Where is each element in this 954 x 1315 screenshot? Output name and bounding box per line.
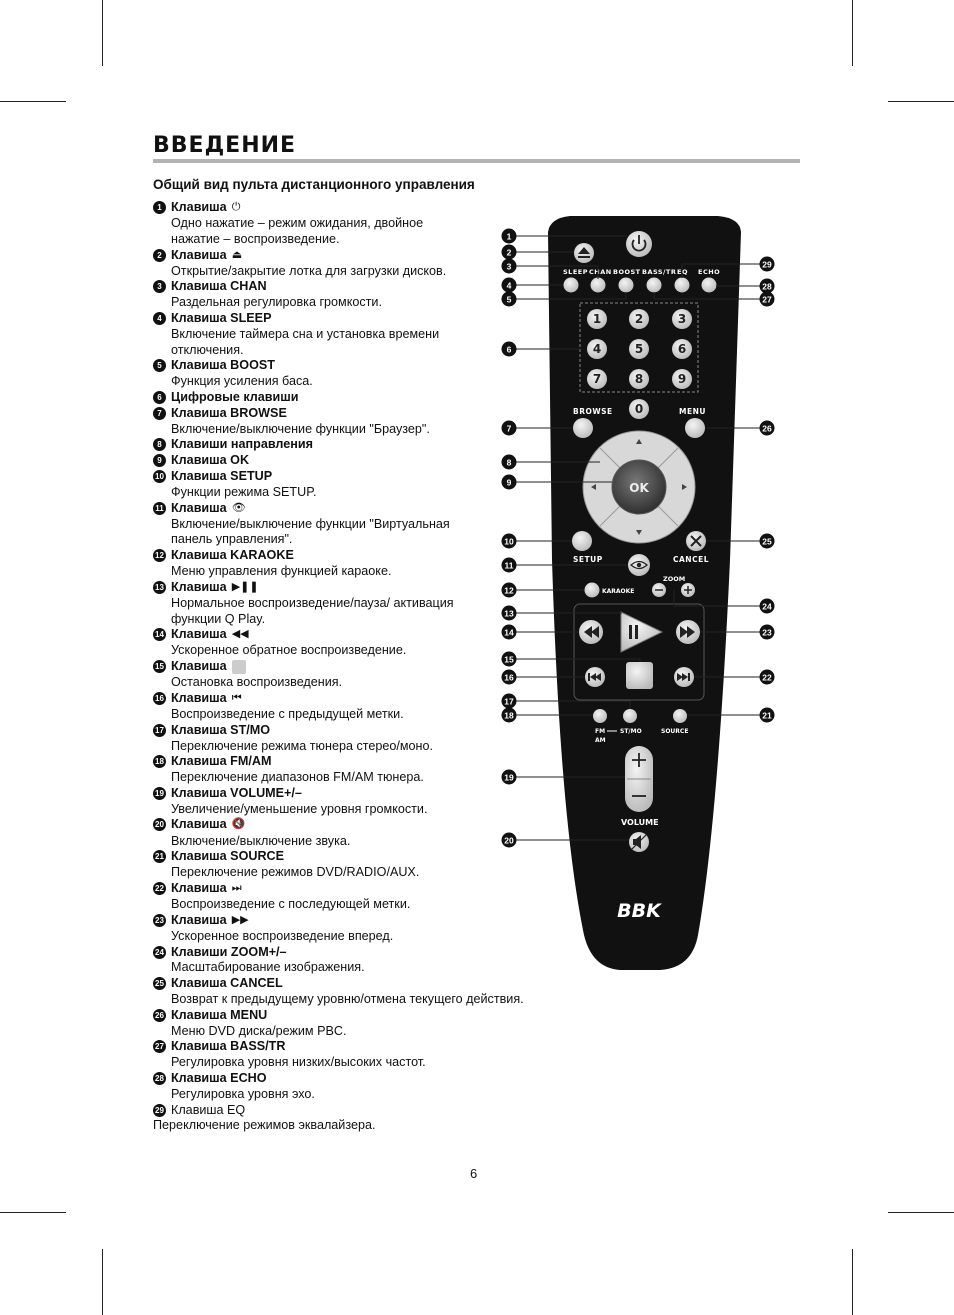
st-mo-button xyxy=(623,709,637,723)
label-fm: FM xyxy=(595,728,606,735)
item-name: Клавиша xyxy=(171,247,227,262)
boost-button xyxy=(619,278,634,293)
item-number-badge: 26 xyxy=(153,1009,166,1022)
item-number-badge: 16 xyxy=(153,692,166,705)
item-description: Переключение диапазонов FM/AM тюнера. xyxy=(171,770,424,785)
callout-number: 18 xyxy=(504,710,514,721)
item-number-badge: 2 xyxy=(153,249,166,262)
callout-number: 13 xyxy=(504,608,514,619)
item-description: Включение/выключение звука. xyxy=(171,833,351,848)
item-description: Включение/выключение функции "Браузер". xyxy=(171,421,430,436)
item-name: Клавиша MENU xyxy=(171,1007,268,1022)
callout-number: 19 xyxy=(504,772,514,783)
item-description: Включение/выключение функции "Виртуальная панель управления". xyxy=(171,516,450,547)
label-chan: CHAN xyxy=(589,268,612,276)
item-description: Воспроизведение с предыдущей метки. xyxy=(171,706,404,721)
item-name: Клавиша xyxy=(171,200,227,215)
item-description: Ускоренное воспроизведение вперед. xyxy=(171,928,394,943)
digit-label: 5 xyxy=(634,342,644,356)
callout-number: 2 xyxy=(506,247,512,258)
item-number-badge: 7 xyxy=(153,407,166,420)
item-number-badge: 12 xyxy=(153,549,166,562)
item-description: Возврат к предыдущему уровню/отмена текущего действия. xyxy=(171,991,524,1006)
item-name: Цифровые клавиши xyxy=(171,390,299,405)
item-number-badge: 19 xyxy=(153,787,166,800)
item-name: Клавиша xyxy=(171,881,227,896)
item-description: Функции режима SETUP. xyxy=(171,484,317,499)
item-description: Регулировка уровня эхо. xyxy=(171,1086,315,1101)
browse-button xyxy=(573,418,593,438)
item-number-badge: 25 xyxy=(153,977,166,990)
item-name: Клавиша xyxy=(171,659,227,674)
item-description: Масштабирование изображения. xyxy=(171,960,365,975)
item-number-badge: 13 xyxy=(153,581,166,594)
mute-icon: 🔇 xyxy=(231,818,246,831)
label-browse: BROWSE xyxy=(573,407,613,416)
item-description: Раздельная регулировка громкости. xyxy=(171,295,382,310)
item-description: Увеличение/уменьшение уровня громкости. xyxy=(171,801,428,816)
item-description: Меню DVD диска/режим PBC. xyxy=(171,1023,347,1038)
item-name: Клавиши направления xyxy=(171,437,313,452)
item-description: Нормальное воспроизведение/пауза/ активация функции Q Play. xyxy=(171,595,454,626)
callout-number: 26 xyxy=(762,423,772,434)
callout-number: 5 xyxy=(506,294,512,305)
label-menu: MENU xyxy=(679,407,706,416)
digit-label: 1 xyxy=(592,312,602,326)
bass-button xyxy=(647,278,662,293)
item-number-badge: 21 xyxy=(153,850,166,863)
item-number-badge: 1 xyxy=(153,201,166,214)
item-name: Клавиша FM/AM xyxy=(171,754,272,769)
callout-number: 6 xyxy=(506,344,512,355)
item-number-badge: 10 xyxy=(153,470,166,483)
prev-icon: ⏮ xyxy=(231,691,242,704)
eye-icon: 👁 xyxy=(231,501,246,514)
item-number-badge: 9 xyxy=(153,454,166,467)
item-number-badge: 24 xyxy=(153,946,166,959)
fast-forward-icon: ▶▶ xyxy=(231,913,249,926)
item-description: Переключение режима тюнера стерео/моно. xyxy=(171,738,434,753)
digit-label: 7 xyxy=(592,372,602,386)
echo-button xyxy=(702,278,717,293)
label-stmo: ST/MO xyxy=(620,728,642,735)
next-icon: ⏭ xyxy=(231,881,242,894)
callout-number: 10 xyxy=(504,536,514,547)
callout-number: 11 xyxy=(504,560,514,571)
item-name: Клавиша xyxy=(171,627,227,642)
item-number-badge: 22 xyxy=(153,882,166,895)
callout-number: 22 xyxy=(762,672,772,683)
callout-number: 9 xyxy=(506,477,512,488)
item-number-badge: 14 xyxy=(153,628,166,641)
digit-label: 6 xyxy=(677,342,687,356)
page-number: 6 xyxy=(470,1166,478,1181)
callout-number: 7 xyxy=(506,423,512,434)
item-name: Клавиша OK xyxy=(171,453,250,468)
label-bass: BASS/TR xyxy=(642,268,677,276)
label-am: AM xyxy=(595,737,606,744)
item-name: Клавиша xyxy=(171,817,227,832)
label-sleep: SLEEP xyxy=(563,268,588,276)
eq-button xyxy=(675,278,690,293)
remote-body xyxy=(548,216,741,970)
eject-icon: ⏏ xyxy=(231,248,243,261)
item-name: Клавиша xyxy=(171,691,227,706)
power-icon: ⏻ xyxy=(231,201,241,213)
item-name: Клавиша xyxy=(171,500,227,515)
label-eq: EQ xyxy=(677,268,688,276)
callout-number: 8 xyxy=(506,457,512,468)
item-name: Клавиша xyxy=(171,580,227,595)
item-name: Клавиша BASS/TR xyxy=(171,1039,286,1054)
source-button xyxy=(673,709,687,723)
item-name: Клавиши ZOOM+/– xyxy=(171,944,287,959)
callout-number: 14 xyxy=(504,627,514,638)
item-number-badge: 3 xyxy=(153,280,166,293)
callout-number: 23 xyxy=(762,627,772,638)
label-boost: BOOST xyxy=(613,268,641,276)
item-number-badge: 4 xyxy=(153,312,166,325)
item-name: Клавиша VOLUME+/– xyxy=(171,785,302,800)
callout-number: 17 xyxy=(504,696,514,707)
item-name: Клавиша KARAOKE xyxy=(171,548,294,563)
item-description: Регулировка уровня низких/высоких частот. xyxy=(171,1055,426,1070)
callout-number: 29 xyxy=(762,259,772,270)
setup-button xyxy=(572,531,592,551)
label-karaoke: KARAOKE xyxy=(602,588,635,595)
callout-number: 25 xyxy=(762,536,772,547)
item-number-badge: 15 xyxy=(153,660,166,673)
item-description: Включение таймера сна и установка времени отключения. xyxy=(171,326,440,357)
rewind-icon: ◀◀ xyxy=(231,628,249,641)
item-number-badge: 27 xyxy=(153,1040,166,1053)
item-name: Клавиша BROWSE xyxy=(171,405,287,420)
digit-label: 4 xyxy=(592,342,602,356)
callout-number: 28 xyxy=(762,281,772,292)
item-description: Ускоренное обратное воспроизведение. xyxy=(171,643,407,658)
chan-button xyxy=(591,278,606,293)
item-name: Клавиша CHAN xyxy=(171,279,267,294)
digit-label: 2 xyxy=(634,312,644,326)
digit-label: 3 xyxy=(677,312,687,326)
callout-number: 15 xyxy=(504,654,514,665)
callout-number: 4 xyxy=(506,280,512,291)
item-description: Воспроизведение с последующей метки. xyxy=(171,896,411,911)
item-description: Открытие/закрытие лотка для загрузки дисков. xyxy=(171,263,447,278)
item-number-badge: 23 xyxy=(153,914,166,927)
label-cancel: CANCEL xyxy=(673,555,709,564)
callout-number: 16 xyxy=(504,672,514,683)
label-echo: ECHO xyxy=(698,268,721,276)
callout-number: 21 xyxy=(762,710,772,721)
item-name: Клавиша SLEEP xyxy=(171,311,272,326)
item-description: Меню управления функцией караоке. xyxy=(171,564,392,579)
item-name: Клавиша xyxy=(171,912,227,927)
item-name: Клавиша EQ xyxy=(171,1102,246,1117)
item-description: Переключение режимов эквалайзера. xyxy=(153,1118,376,1133)
item-number-badge: 11 xyxy=(153,502,166,515)
label-setup: SETUP xyxy=(573,555,603,564)
brand-logo: BBK xyxy=(617,900,661,922)
label-ok: OK xyxy=(629,481,649,495)
fm-am-button xyxy=(593,709,607,723)
item-name: Клавиша SOURCE xyxy=(171,849,285,864)
karaoke-button xyxy=(585,583,600,598)
callout-number: 24 xyxy=(762,601,772,612)
label-zoom: ZOOM xyxy=(663,575,686,583)
item-description: Функция усиления баса. xyxy=(171,374,313,389)
page-title: ВВЕДЕНИЕ xyxy=(153,133,297,158)
item-description: Остановка воспроизведения. xyxy=(171,675,343,690)
item-description: Одно нажатие – режим ожидания, двойное нажатие – воспроизведение. xyxy=(171,216,424,246)
digit-label: 9 xyxy=(677,372,687,386)
callout-number: 20 xyxy=(504,835,514,846)
item-number-badge: 18 xyxy=(153,755,166,768)
item-name: Клавиша BOOST xyxy=(171,358,275,373)
item-name: Клавиша ST/MO xyxy=(171,722,271,737)
item-number-badge: 17 xyxy=(153,724,166,737)
menu-button xyxy=(685,418,705,438)
item-name: Клавиша CANCEL xyxy=(171,976,283,991)
play-pause-icon: ▶❚❚ xyxy=(231,580,259,593)
item-number-badge: 6 xyxy=(153,391,166,404)
item-number-badge: 29 xyxy=(153,1104,166,1117)
item-number-badge: 5 xyxy=(153,359,166,372)
item-number-badge: 8 xyxy=(153,438,166,451)
callout-number: 12 xyxy=(504,585,514,596)
label-source: SOURCE xyxy=(661,728,689,735)
item-number-badge: 28 xyxy=(153,1072,166,1085)
label-volume: VOLUME xyxy=(621,818,659,827)
section-title: Общий вид пульта дистанционного управления xyxy=(153,177,475,192)
digit-label: 0 xyxy=(634,402,644,416)
item-name: Клавиша SETUP xyxy=(171,469,273,484)
callout-number: 27 xyxy=(762,294,772,305)
item-name: Клавиша ECHO xyxy=(171,1070,267,1085)
item-description: Переключение режимов DVD/RADIO/AUX. xyxy=(171,865,420,880)
callout-number: 3 xyxy=(506,261,512,272)
item-number-badge: 20 xyxy=(153,818,166,831)
digit-label: 8 xyxy=(634,372,644,386)
stop-button xyxy=(626,662,653,689)
callout-number: 1 xyxy=(506,231,512,242)
sleep-button xyxy=(564,278,579,293)
